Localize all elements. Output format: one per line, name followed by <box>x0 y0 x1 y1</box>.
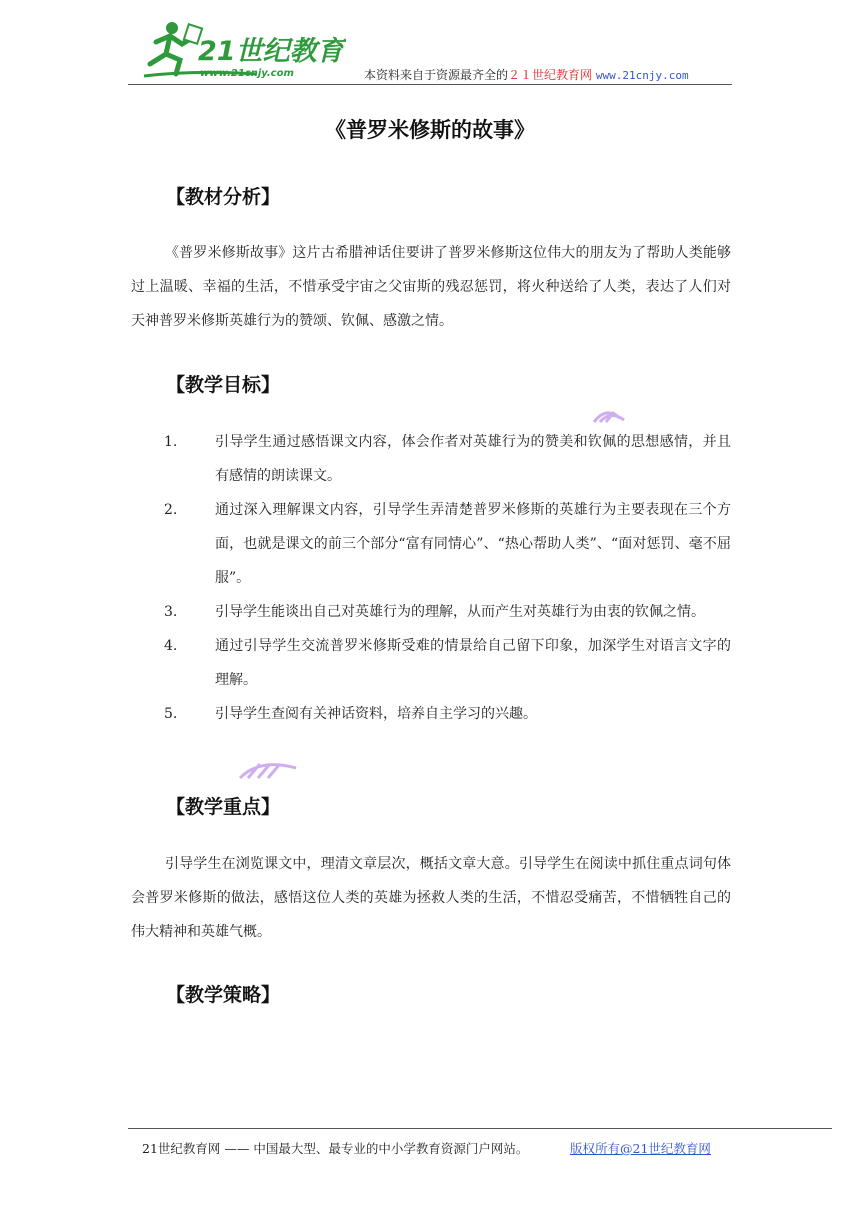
list-item-text: 引导学生通过感悟课文内容，体会作者对英雄行为的赞美和钦佩的思想感情，并且有感情的朗读课文。 <box>215 434 731 484</box>
list-item <box>131 595 731 629</box>
focus-paragraph: 引导学生在浏览课文中，理清文章层次，概括文章大意。引导学生在阅读中抓住重点词句体会普罗米修斯的做法，感悟这位人类的英雄为拯救人类的生活，不惜忍受痛苦，不惜牺牲自己的伟大精神和英雄气概。 <box>131 856 731 940</box>
list-item-number: 5. <box>164 706 178 722</box>
site-logo[interactable] <box>136 18 346 82</box>
goals-list <box>131 425 731 731</box>
list-item-text: 引导学生能谈出自己对英雄行为的理解，从而产生对英雄行为由衷的钦佩之情。 <box>215 604 705 620</box>
list-item-text: 引导学生查阅有关神话资料，培养自主学习的兴趣。 <box>215 706 537 722</box>
list-item <box>131 697 731 731</box>
document-title: 《普罗米修斯的故事》 <box>325 117 535 142</box>
note-site-name[interactable]: ２１世纪教育网 <box>508 68 593 82</box>
page-header <box>128 18 732 85</box>
note-prefix: 本资料来自于资源最齐全的 <box>364 68 509 82</box>
page-footer <box>128 1128 832 1156</box>
heading-goals: 【教学目标】 <box>166 374 281 396</box>
list-item-number: 4. <box>164 638 178 654</box>
list-item <box>131 493 731 595</box>
footer-copyright-link[interactable]: 版权所有@21世纪教育网 <box>570 1141 711 1156</box>
heading-strategy: 【教学策略】 <box>166 984 281 1006</box>
svg-text:www.21cnjy.com: www.21cnjy.com <box>200 68 294 79</box>
heading-analysis: 【教材分析】 <box>166 186 281 208</box>
list-item-number: 3. <box>164 604 178 620</box>
watermark-mark-icon <box>236 756 302 782</box>
list-item <box>131 425 731 493</box>
header-source-note <box>364 66 689 83</box>
heading-focus: 【教学重点】 <box>166 796 281 818</box>
footer-site-description: 21世纪教育网 —— 中国最大型、最专业的中小学教育资源门户网站。 <box>142 1141 529 1156</box>
note-url-link[interactable]: www.21cnjy.com <box>595 69 689 82</box>
list-item-number: 2. <box>164 502 178 518</box>
runner-logo-icon <box>136 18 346 82</box>
svg-text:21世纪教育: 21世纪教育 <box>198 36 344 67</box>
list-item-text: 通过深入理解课文内容，引导学生弄清楚普罗米修斯的英雄行为主要表现在三个方面，也就是课文的前三个部分“富有同情心”、“热心帮助人类”、“面对惩罚、毫不屈服”。 <box>215 502 731 586</box>
list-item-number: 1. <box>164 434 178 450</box>
analysis-paragraph: 《普罗米修斯故事》这片古希腊神话住要讲了普罗米修斯这位伟大的朋友为了帮助人类能够过上温暖、幸福的生活，不惜承受宇宙之父宙斯的残忍惩罚，将火种送给了人类，表达了人们对天神普罗米修斯英雄行为的赞颂、钦佩、感激之情。 <box>131 245 731 329</box>
list-item <box>131 629 731 697</box>
list-item-text: 通过引导学生交流普罗米修斯受难的情景给自己留下印象，加深学生对语言文字的理解。 <box>215 638 731 688</box>
watermark-mark-icon <box>590 404 630 426</box>
